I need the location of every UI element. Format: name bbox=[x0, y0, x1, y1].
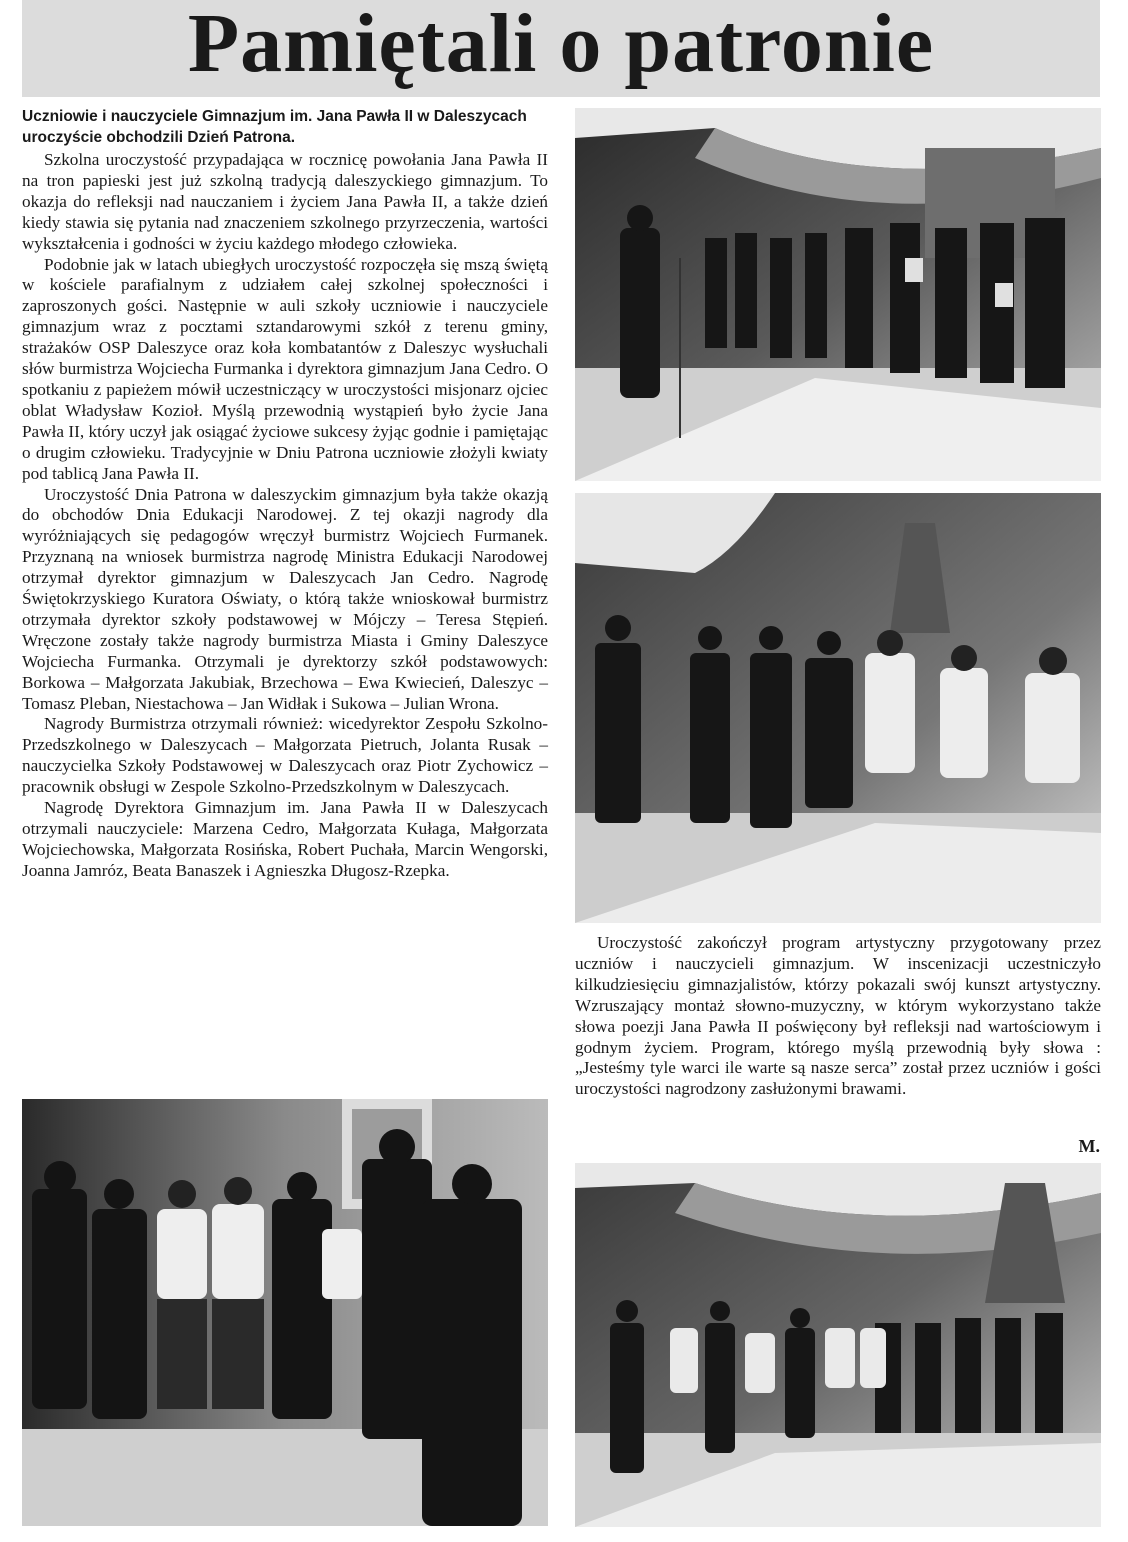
closing-paragraph: Uroczystość zakończył program artystyczny przygotowany przez uczniów i nauczycieli gimnazjum. W inscenizacji uczestniczyło kilkudziesięciu gimnazjalistów, którzy pokazali swój kunszt artystyczny. Wzruszający montaż słowno-muzyczny, w którym wykorzystano także słowa poezji Jana Pawła II poświęcony był refleksji nad wartościowym i godnym życiem. Program, którego myślą przewodnią były słowa : „Jesteśmy tyle warci ile warte są nasze serca” został przez uczniów i gości uroczystości nagrodzony zasłużonymi brawami. bbox=[575, 933, 1101, 1099]
paragraph: Szkolna uroczystość przypadająca w rocznicę powołania Jana Pawła II na tron papieski jest już szkolną tradycją daleszyckiego gimnazjum. To okazja do refleksji nad nauczaniem i życiem Jana Pawła II, a także dzień kiedy stawia się pytania nad znaczeniem szkolnego przyrzeczenia, wartości wykształcenia i godności w życiu każdego młodego człowieka. bbox=[22, 150, 548, 253]
article-headline: Pamiętali o patronie bbox=[187, 0, 935, 90]
photo-artistic-performance bbox=[575, 1163, 1101, 1527]
paragraph: Podobnie jak w latach ubiegłych uroczystość rozpoczęła się mszą świętą w kościele parafialnym z udziałem całej szkolnej społeczności i zaproszonych gości. Następnie w auli szkoły uczniowie i nauczyciele gimnazjum wraz z pocztami sztandarowymi szkół z terenu gminy, strażaków OSP Daleszyce oraz koła kombatantów z Daleszyc wysłuchali słów burmistrza Wojciecha Furmanka i dyrektora gimnazjum Jana Cedro. O spotkaniu z papieżem mówił uczestniczący w uroczystości misjonarz ojciec oblat Władysław Kozioł. Myślą przewodnią wystąpień było życie Jana Pawła II, który uczył jak osiągać życiowe sukcesy żyjąc godnie i pamiętając o drugim człowieku. Tradycyjnie w Dniu Patrona uczniowie złożyli kwiaty pod tablicą Jana Pawła II. bbox=[22, 254, 548, 483]
photo-award-recipients bbox=[575, 493, 1101, 923]
article-body-right-column bbox=[575, 933, 1101, 1100]
article-body-left-column bbox=[22, 106, 548, 882]
article-lead: Uczniowie i nauczyciele Gimnazjum im. Jana Pawła II w Daleszycach uroczyście obchodzili Dzień Patrona. bbox=[22, 108, 527, 146]
article-paragraphs bbox=[22, 150, 548, 882]
author-signature: M. bbox=[1078, 1136, 1100, 1156]
paragraph: Uroczystość Dnia Patrona w daleszyckim gimnazjum była także okazją do obchodów Dnia Edukacji Narodowej. Z tej okazji nagrody dla wyróżniających się pedagogów wręczył burmistrz Wojciech Furmanek. Przyznaną na wniosek burmistrza nagrodę Ministra Edukacji Narodowej otrzymał dyrektor gimnazjum w Daleszycach Jan Cedro. Nagrodę Świętokrzyskiego Kuratora Oświaty, o którą także wnioskował burmistrz otrzymała dyrektor szkoły podstawowej w Mójczy – Teresa Stępień. Wręczone zostały także nagrody burmistrza Miasta i Gminy Daleszyce Wojciecha Furmanka. Otrzymali je dyrektorzy szkół podstawowych: Borkowa – Małgorzata Jakubiak, Brzechowa – Ewa Kwiecień, Daleszyc – Tomasz Pleban, Niestachowa – Jan Widłak i Sukowa – Julian Wrona. bbox=[22, 484, 548, 713]
photo-students-priest bbox=[22, 1099, 548, 1526]
paragraph: Nagrodę Dyrektora Gimnazjum im. Jana Pawła II w Daleszycach otrzymali nauczyciele: Marzena Cedro, Małgorzata Kułaga, Małgorzata Wojciechowska, Małgorzata Rosińska, Robert Puchała, Marcin Wengorski, Joanna Jamróz, Beata Banaszek i Agnieszka Długosz-Rzepka. bbox=[22, 798, 548, 880]
paragraph: Nagrody Burmistrza otrzymali również: wicedyrektor Zespołu Szkolno-Przedszkolnego w Daleszycach – Małgorzata Pietruch, Jolanta Rusak – nauczycielka Szkoły Podstawowej w Daleszycach oraz Piotr Zychowicz – pracownik obsługi w Zespole Szkolno-Przedszkolnym w Daleszycach. bbox=[22, 714, 548, 797]
photo-speech-officials bbox=[575, 108, 1101, 481]
